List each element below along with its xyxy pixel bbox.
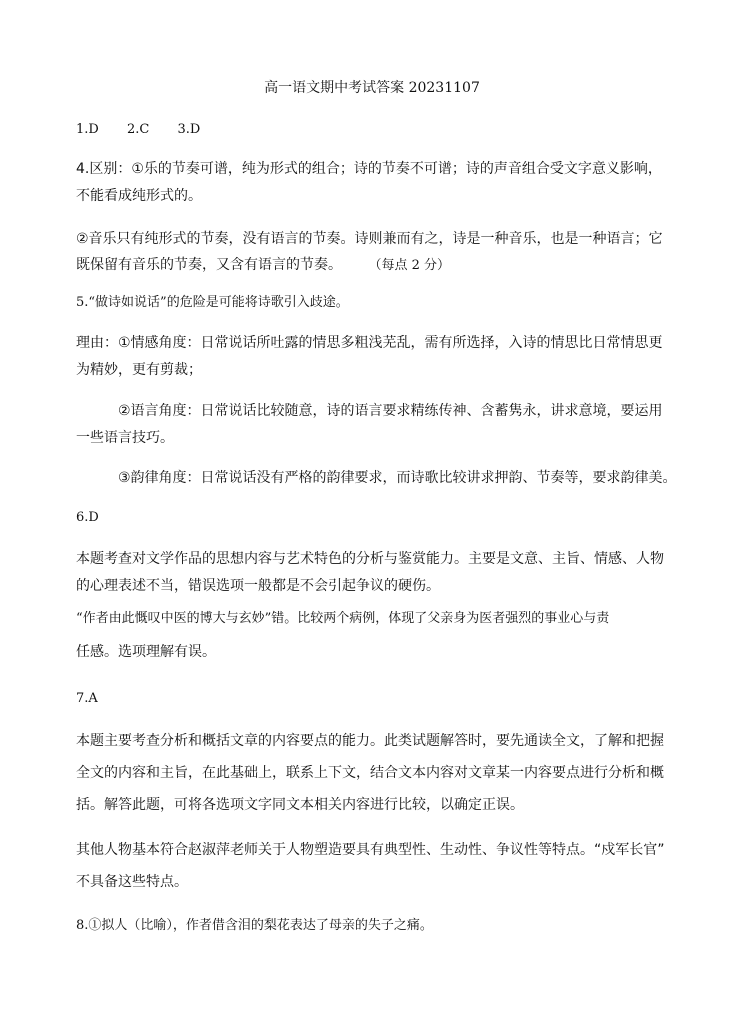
q7-para-1a: 本题主要考查分析和概括文章的内容要点的能力。此类试题解答时，要先通读全文，了解和把握 xyxy=(76,733,664,749)
q5-reason-2b: 一些语言技巧。 xyxy=(76,430,174,446)
q5-statement: 5.“做诗如说话”的危险是可能将诗歌引入歧途。 xyxy=(76,295,349,310)
answer-q3: 3.D xyxy=(177,122,201,137)
q5-reason-1a: 理由：①情感角度：日常说话所吐露的情思多粗浅芜乱，需有所选择，入诗的情思比日常情思更 xyxy=(76,335,663,351)
q8-line-1: 8.①拟人（比喻），作者借含泪的梨花表达了母亲的失子之痛。 xyxy=(76,918,433,933)
q4-line-3: ②音乐只有纯形式的节奏，没有语言的节奏。诗则兼而有之，诗是一种音乐，也是一种语言；它 xyxy=(76,231,663,247)
q7-para-1c: 括。解答此题，可将各选项文字同文本相关内容进行比较，以确定正误。 xyxy=(76,797,524,813)
answer-q1: 1.D xyxy=(76,122,99,137)
q7-para-2a: 其他人物基本符合赵淑萍老师关于人物塑造要具有典型性、生动性、争议性等特点。“戍军长官” xyxy=(76,842,665,858)
q6-para-2a: “作者由此慨叹中医的博大与玄妙”错。比较两个病例，体现了父亲身为医者强烈的事业心与责 xyxy=(76,611,610,626)
q6-para-2b: 任感。选项理解有误。 xyxy=(76,644,216,660)
answers-1-3 xyxy=(76,121,224,139)
q4-line-4-text: 既保留有音乐的节奏，又含有语言的节奏。 xyxy=(76,257,342,273)
q4-score-note: （每点 2 分） xyxy=(368,258,450,273)
q7-para-1b: 全文的内容和主旨，在此基础上，联系上下文，结合文本内容对文章某一内容要点进行分析和概 xyxy=(76,765,664,781)
document-title: 高一语文期中考试答案 20231107 xyxy=(264,80,480,96)
q5-reason-3: ③韵律角度：日常说话没有严格的韵律要求，而诗歌比较讲求押韵、节奏等，要求韵律美。 xyxy=(118,470,677,486)
q7-para-2b: 不具备这些特点。 xyxy=(76,874,188,890)
q4-line-4 xyxy=(76,256,450,275)
q4-line-1: 4.区别：①乐的节奏可谱，纯为形式的组合；诗的节奏不可谱；诗的声音组合受文字意义影响， xyxy=(76,161,662,177)
q7-answer: 7.A xyxy=(76,691,98,706)
q6-answer: 6.D xyxy=(76,510,99,525)
answer-q2: 2.C xyxy=(126,122,150,137)
q5-reason-2a: ②语言角度：日常说话比较随意，诗的语言要求精练传神、含蓄隽永，讲求意境，要运用 xyxy=(118,403,663,419)
q6-para-1a: 本题考查对文学作品的思想内容与艺术特色的分析与鉴赏能力。主要是文意、主旨、情感、人物 xyxy=(76,551,664,567)
q5-reason-1b: 为精妙，更有剪裁； xyxy=(76,362,202,378)
q4-line-2: 不能看成纯形式的。 xyxy=(76,188,202,204)
q6-para-1b: 的心理表述不当，错误选项一般都是不会引起争议的硬伤。 xyxy=(76,578,440,594)
